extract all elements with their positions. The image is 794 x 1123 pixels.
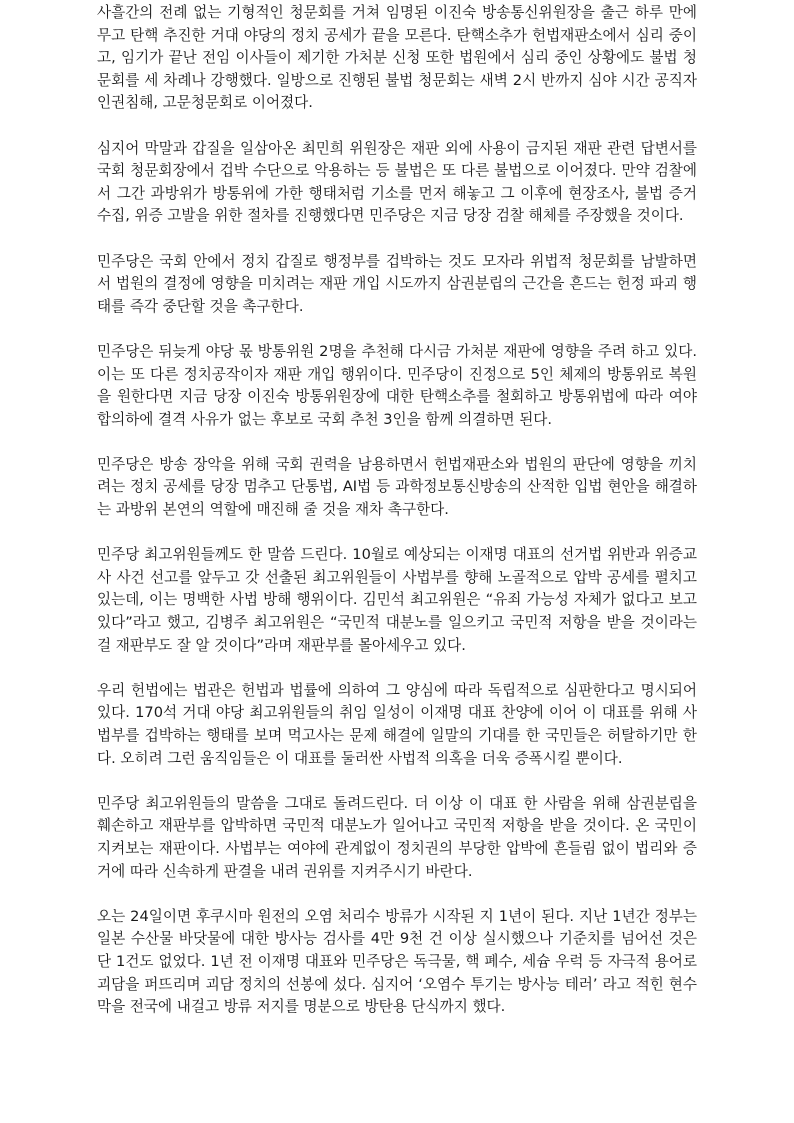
paragraph-5: 민주당은 방송 장악을 위해 국회 권력을 남용하면서 헌법재판소와 법원의 판단에 영향을 끼치려는 정치 공세를 당장 멈추고 단통법, AI법 등 과학정보통신방송의 산적한 입법 현안을 해결하는 과방위 본연의 역할에 매진해 줄 것을 재차 촉구한다. <box>97 455 697 519</box>
paragraph-1: 사흘간의 전례 없는 기형적인 청문회를 거쳐 임명된 이진숙 방송통신위원장을 출근 하루 만에 무고 탄핵 추진한 거대 야당의 정치 공세가 끝을 모른다. 탄핵소추가 헌법재판소에서 심리 중이고, 임기가 끝난 전임 이사들이 제기한 가처분 신청 또한 법원에서 심리 중인 상황에도 불법 청문회를 세 차례나 강행했다. 일방으로 진행된 불법 청문회는 새벽 2시 반까지 심야 시간 공직자 인권침해, 고문청문회로 이어졌다. <box>97 4 697 112</box>
paragraph-7: 우리 헌법에는 법관은 헌법과 법률에 의하여 그 양심에 따라 독립적으로 심판한다고 명시되어 있다. 170석 거대 야당 최고위원들의 취임 일성이 이재명 대표 찬양에 이어 이 대표를 위해 사법부를 겁박하는 행태를 보며 먹고사는 문제 해결에 일말의 기대를 한 국민들은 허탈하기만 한다. 오히려 그런 움직임들은 이 대표를 둘러싼 사법적 의혹을 더욱 증폭시킬 뿐이다. <box>97 681 697 767</box>
paragraph-6: 민주당 최고위원들께도 한 말씀 드린다. 10월로 예상되는 이재명 대표의 선거법 위반과 위증교사 사건 선고를 앞두고 갓 선출된 최고위원들이 사법부를 향해 노골적으로 압박 공세를 펼치고 있는데, 이는 명백한 사법 방해 행위이다. 김민석 최고위원은 “유죄 가능성 자체가 없다고 보고 있다”라고 했고, 김병주 최고위원은 “국민적 대분노를 일으키고 국민적 저항을 받을 것이라는 걸 재판부도 잘 알 것이다”라며 재판부를 몰아세우고 있다. <box>97 546 697 654</box>
paragraph-4: 민주당은 뒤늦게 야당 몫 방통위원 2명을 추천해 다시금 가처분 재판에 영향을 주려 하고 있다. 이는 또 다른 정치공작이자 재판 개입 행위이다. 민주당이 진정으로 5인 체제의 방통위로 복원을 원한다면 지금 당장 이진숙 방통위원장에 대한 탄핵소추를 철회하고 방통위법에 따라 여야 합의하에 결격 사유가 없는 후보로 국회 추천 3인을 함께 의결하면 된다. <box>97 342 697 428</box>
paragraph-9: 오는 24일이면 후쿠시마 원전의 오염 처리수 방류가 시작된 지 1년이 된다. 지난 1년간 정부는 일본 수산물 바닷물에 대한 방사능 검사를 4만 9천 건 이상 실시했으나 기준치를 넘어선 것은 단 1건도 없었다. 1년 전 이재명 대표와 민주당은 독극물, 핵 폐수, 세슘 우럭 등 자극적 용어로 괴담을 퍼뜨리며 괴담 정치의 선봉에 섰다. 심지어 ‘오염수 투기는 방사능 테러’ 라고 적힌 현수막을 전국에 내걸고 방류 저지를 명분으로 방탄용 단식까지 했다. <box>97 907 697 1016</box>
paragraph-2: 심지어 막말과 갑질을 일삼아온 최민희 위원장은 재판 외에 사용이 금지된 재판 관련 답변서를 국회 청문회장에서 겁박 수단으로 악용하는 등 불법은 또 다른 불법으로 이어졌다. 만약 검찰에서 그간 과방위가 방통위에 가한 행태처럼 기소를 먼저 해놓고 그 이후에 현장조사, 불법 증거수집, 위증 고발을 위한 절차를 진행했다면 민주당은 지금 당장 검찰 해체를 주장했을 것이다. <box>97 139 697 225</box>
paragraph-8: 민주당 최고위원들의 말씀을 그대로 돌려드린다. 더 이상 이 대표 한 사람을 위해 삼권분립을 훼손하고 재판부를 압박하면 국민적 대분노가 일어나고 국민적 저항을 받을 것이다. 온 국민이 지켜보는 재판이다. 사법부는 여야에 관계없이 정치권의 부당한 압박에 흔들림 없이 법리와 증거에 따라 신속하게 판결을 내려 권위를 지켜주시기 바란다. <box>97 794 697 880</box>
document-body <box>97 2 697 1041</box>
paragraph-3: 민주당은 국회 안에서 정치 갑질로 행정부를 겁박하는 것도 모자라 위법적 청문회를 남발하면서 법원의 결정에 영향을 미치려는 재판 개입 시도까지 삼권분립의 근간을 흔드는 헌정 파괴 행태를 즉각 중단할 것을 촉구한다. <box>97 252 697 315</box>
